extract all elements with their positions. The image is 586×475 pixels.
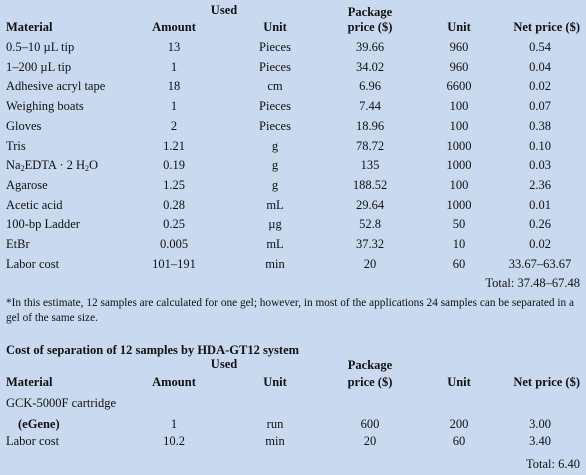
t1-header-pkg-unit: Unit xyxy=(447,20,471,34)
t1-header-used: Used xyxy=(210,3,238,17)
t2-row1-amount: 1 xyxy=(170,417,178,431)
t1-row-net: 2.36 xyxy=(529,177,551,192)
t2-title: Cost of separation of 12 samples by HDA-GT12 system xyxy=(6,343,300,357)
t1-header-material: Material xyxy=(6,20,53,34)
t1-row-unit: g xyxy=(271,138,279,153)
t1-row-amount: 2 xyxy=(170,118,178,133)
t1-row-pkg-unit: 100 xyxy=(449,99,469,114)
t1-row-price: 37.32 xyxy=(355,237,385,251)
t1-row-pkg-unit: 100 xyxy=(449,177,469,192)
t2-row1-unit: run xyxy=(266,417,284,431)
t1-row-net: 0.38 xyxy=(529,118,551,133)
t2-header-used: Used xyxy=(210,357,238,371)
t1-row-amount: 0.28 xyxy=(163,197,185,212)
t1-row-amount: 0.005 xyxy=(159,237,189,251)
t1-row-material: Acetic acid xyxy=(6,197,63,212)
t2-header-pkg-unit: Unit xyxy=(447,375,471,389)
t1-row-pkg-unit: 60 xyxy=(452,256,466,271)
t2-row1-material: GCK-5000F cartridge xyxy=(6,396,117,410)
t2-row2-price: 20 xyxy=(363,434,377,448)
t1-row-net: 33.67–63.67 xyxy=(508,256,572,271)
t1-row-price: 135 xyxy=(360,158,380,173)
t1-row-price: 39.66 xyxy=(355,40,385,54)
t1-row-price: 29.64 xyxy=(355,197,385,212)
t1-row-unit: Pieces xyxy=(259,118,291,133)
t1-row-amount: 1 xyxy=(170,59,178,74)
t1-row-material: Adhesive acryl tape xyxy=(6,79,106,94)
t1-row-net: 0.01 xyxy=(529,197,551,212)
t1-row-pkg-unit: 50 xyxy=(452,217,466,232)
t1-row-net: 0.10 xyxy=(529,138,551,153)
t1-row-material: Gloves xyxy=(6,118,42,133)
t1-row-material: 1–200 µL tip xyxy=(6,59,72,74)
t1-row-unit: min xyxy=(265,256,285,271)
t1-row-pkg-unit: 960 xyxy=(449,59,469,74)
footnote: *In this estimate, 12 samples are calculated for one gel; however, in most of the applications 24 samples can be separated in a gel of the same size. xyxy=(6,297,574,324)
t2-row1-pkg-unit: 200 xyxy=(449,417,469,431)
t2-row2-net: 3.40 xyxy=(529,434,551,448)
t1-row-unit: g xyxy=(271,177,279,192)
t1-row-unit: µg xyxy=(268,217,282,232)
t2-header-package: Package xyxy=(347,358,393,372)
t1-row-price: 52.8 xyxy=(359,217,381,232)
t1-row-material: 0.5–10 µL tip xyxy=(6,40,75,54)
t1-row-unit: Pieces xyxy=(259,59,291,74)
t1-row-amount: 18 xyxy=(167,79,181,94)
t2-header-material: Material xyxy=(6,375,53,389)
t1-row-pkg-unit: 10 xyxy=(452,237,466,251)
t1-row-amount: 13 xyxy=(167,40,181,54)
t1-total: Total: 37.48–67.48 xyxy=(485,276,580,290)
t2-row2-pkg-unit: 60 xyxy=(452,434,466,448)
t1-row-material: 100-bp Ladder xyxy=(6,217,80,232)
t2-header-net: Net price ($) xyxy=(513,375,580,389)
t1-header-net: Net price ($) xyxy=(513,20,580,34)
t1-row-pkg-unit: 1000 xyxy=(446,197,472,212)
t1-row-unit: Pieces xyxy=(259,40,291,54)
t1-row-pkg-unit: 100 xyxy=(449,118,469,133)
t1-row-material: Weighing boats xyxy=(6,99,84,114)
t2-row2-material: Labor cost xyxy=(6,434,60,448)
t2-row1-net: 3.00 xyxy=(529,417,551,431)
t1-row-amount: 101–191 xyxy=(152,256,196,271)
t1-row-pkg-unit: 1000 xyxy=(446,158,472,173)
t1-row-net: 0.02 xyxy=(529,79,551,94)
t1-row-price: 7.44 xyxy=(359,99,381,114)
t1-row-amount: 0.19 xyxy=(163,158,185,173)
t1-row-net: 0.07 xyxy=(529,99,551,114)
t1-row-unit: mL xyxy=(266,237,284,251)
t2-total: Total: 6.40 xyxy=(526,457,580,471)
t2-row1-price: 600 xyxy=(360,417,380,431)
t2-row2-amount: 10.2 xyxy=(163,434,185,448)
t2-header-amount: Amount xyxy=(152,375,196,389)
t2-row1-material-vendor: (eGene) xyxy=(18,417,60,431)
t1-row-net: 0.02 xyxy=(529,237,551,251)
t1-row-amount: 1.25 xyxy=(163,177,185,192)
t1-row-net: 0.54 xyxy=(529,40,551,54)
t1-row-pkg-unit: 960 xyxy=(449,40,469,54)
t2-row2-unit: min xyxy=(265,434,285,448)
t1-row-price: 20 xyxy=(363,256,377,271)
t1-row-net: 0.04 xyxy=(529,59,551,74)
t1-row-net: 0.03 xyxy=(529,158,551,173)
t1-row-unit: cm xyxy=(267,79,283,94)
t1-header-package: Package xyxy=(347,5,393,19)
t1-row-amount: 0.25 xyxy=(163,217,185,232)
t1-row-unit: mL xyxy=(266,197,284,212)
t1-row-material: EtBr xyxy=(6,237,30,251)
t2-header-unit: Unit xyxy=(263,375,287,389)
t1-row-price: 78.72 xyxy=(355,138,385,153)
t1-row-material: Agarose xyxy=(6,177,48,192)
t1-row-pkg-unit: 1000 xyxy=(446,138,472,153)
t1-row-price: 6.96 xyxy=(359,79,381,94)
t1-row-material: $Na_2EDTA \cdot 2$ $H_2O$ xyxy=(6,158,99,174)
t1-row-unit: Pieces xyxy=(259,99,291,114)
t1-row-net: 0.26 xyxy=(529,217,551,232)
t1-row-price: 34.02 xyxy=(355,59,385,74)
t1-row-material: Labor cost xyxy=(6,256,60,271)
t2-header-price: price ($) xyxy=(347,375,393,389)
t1-row-pkg-unit: 6600 xyxy=(446,79,472,94)
t1-header-amount: Amount xyxy=(152,20,196,34)
t1-row-price: 188.52 xyxy=(352,177,388,192)
t1-row-amount: 1 xyxy=(170,99,178,114)
t1-header-unit: Unit xyxy=(263,20,287,34)
t1-header-price: price ($) xyxy=(347,20,393,34)
t1-row-amount: 1.21 xyxy=(163,138,185,153)
t1-row-material: Tris xyxy=(6,138,26,153)
t1-row-unit: g xyxy=(271,158,279,173)
t1-row-price: 18.96 xyxy=(355,118,385,133)
